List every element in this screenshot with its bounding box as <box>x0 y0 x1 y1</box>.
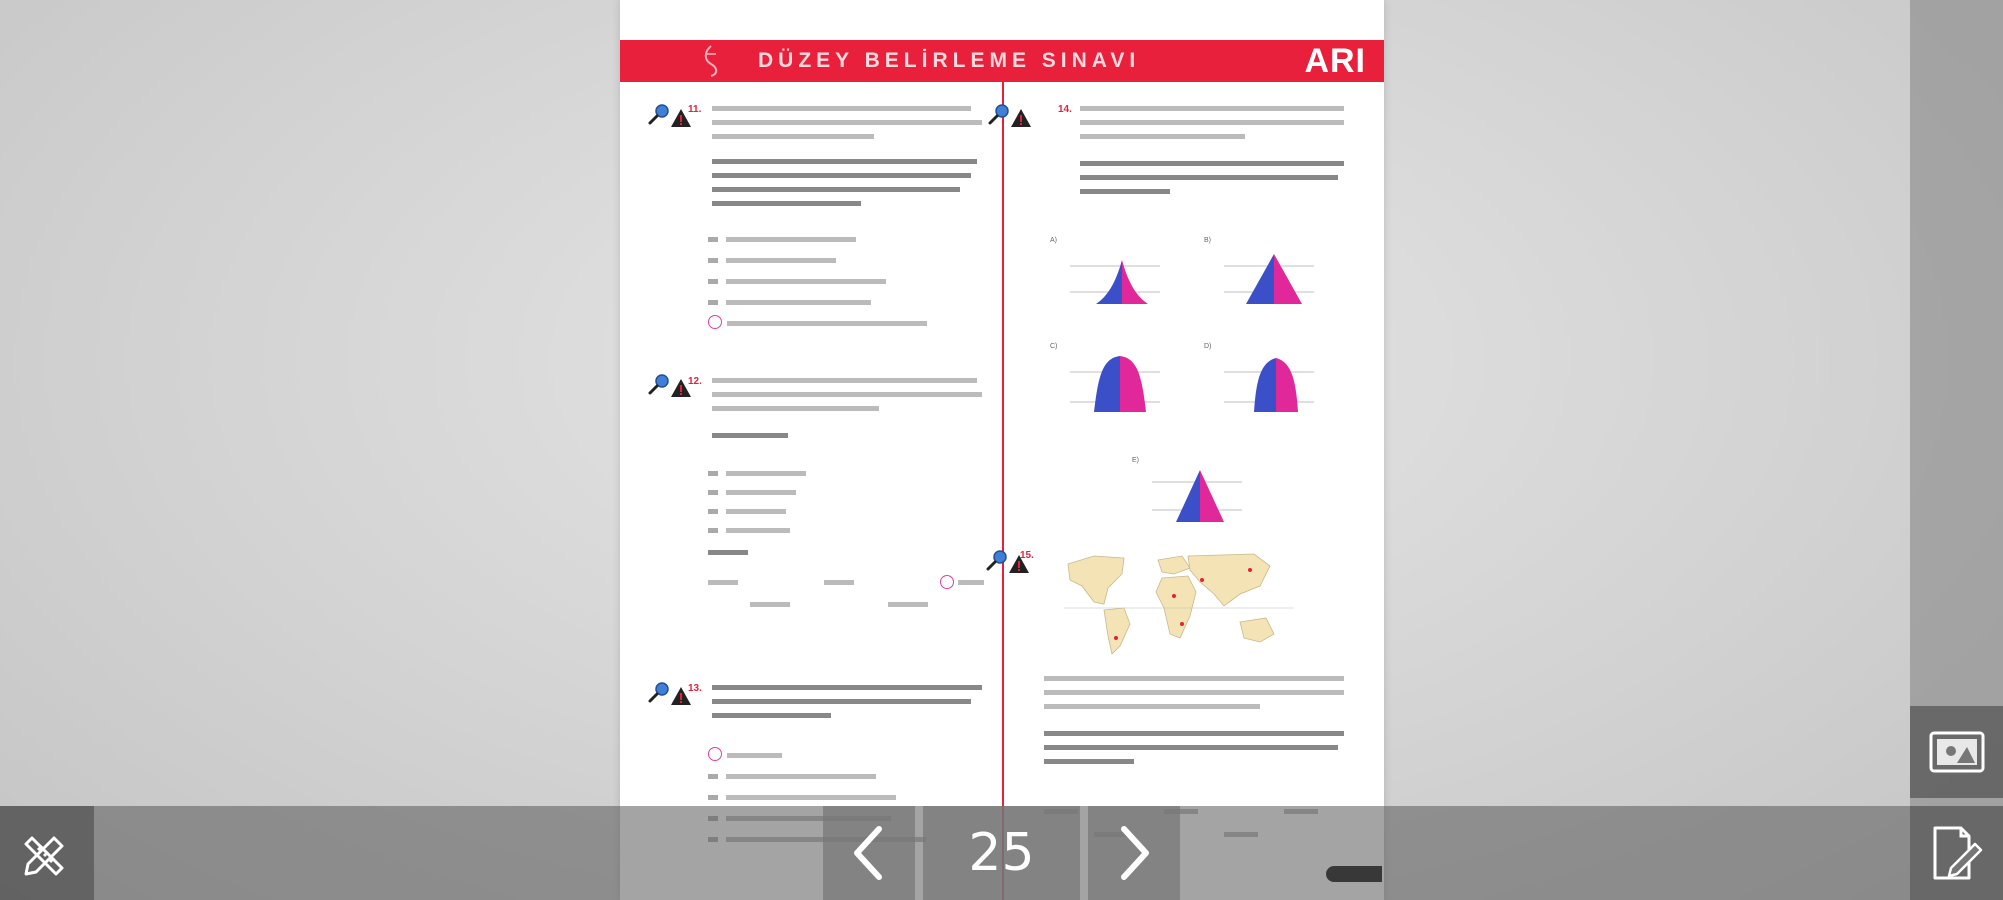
question-number: 12. <box>688 376 702 387</box>
question-tools <box>648 372 692 402</box>
exam-header-banner <box>620 40 1384 82</box>
question-number: 15. <box>1020 550 1034 561</box>
edit-note-icon <box>1929 822 1985 884</box>
question-tools <box>648 102 692 132</box>
brand-logo: ARI <box>1304 42 1366 80</box>
svg-text:D): D) <box>1204 343 1212 350</box>
svg-text:A): A) <box>1050 237 1057 244</box>
column-divider <box>1002 82 1004 900</box>
question-text-blur <box>712 106 982 226</box>
selected-answer-marker[interactable] <box>940 575 954 589</box>
world-map <box>1064 546 1294 658</box>
question-text-blur <box>1044 676 1344 786</box>
warning-icon[interactable] <box>1010 108 1032 128</box>
answer-options-row <box>708 575 998 615</box>
svg-text:E): E) <box>1132 457 1139 464</box>
book-page <box>620 0 1384 900</box>
question-tools <box>988 102 1032 132</box>
pencil-ruler-icon <box>18 824 76 882</box>
question-number: 13. <box>688 683 702 694</box>
magnifier-icon[interactable] <box>648 680 672 704</box>
question-number: 11. <box>688 104 702 115</box>
population-pyramid-b <box>1204 232 1314 312</box>
svg-text:C): C) <box>1050 343 1058 350</box>
magnifier-icon[interactable] <box>648 372 672 396</box>
population-pyramid-e <box>1132 452 1242 532</box>
page-number: 25 <box>968 823 1035 883</box>
question-number: 14. <box>1058 104 1072 115</box>
question-text-blur <box>1044 106 1344 194</box>
question-text-blur <box>712 685 982 736</box>
population-pyramid-a <box>1050 232 1160 312</box>
magnifier-icon[interactable] <box>986 548 1010 572</box>
answer-options <box>708 229 968 327</box>
selected-answer-marker[interactable] <box>708 747 722 761</box>
question-text-blur <box>712 378 982 460</box>
statement-list <box>708 463 968 555</box>
logo-mark-icon <box>700 44 722 78</box>
image-tool-icon <box>1927 729 1987 775</box>
prev-page-button[interactable] <box>823 806 915 900</box>
question-tools <box>648 680 692 710</box>
next-page-button[interactable] <box>1088 806 1180 900</box>
page-number-display[interactable] <box>923 806 1080 900</box>
magnifier-icon[interactable] <box>648 102 672 126</box>
chevron-right-icon <box>1114 825 1154 881</box>
exam-title: DÜZEY BELİRLEME SINAVI <box>758 49 1141 72</box>
population-pyramid-d <box>1204 338 1314 418</box>
pencil-ruler-button[interactable] <box>0 806 94 900</box>
svg-text:B): B) <box>1204 237 1211 244</box>
magnifier-icon[interactable] <box>988 102 1012 126</box>
image-tool-button[interactable] <box>1910 706 2003 798</box>
chevron-left-icon <box>849 825 889 881</box>
edit-note-button[interactable] <box>1910 806 2003 900</box>
population-pyramid-c <box>1050 338 1160 418</box>
selected-answer-marker[interactable] <box>708 315 722 329</box>
